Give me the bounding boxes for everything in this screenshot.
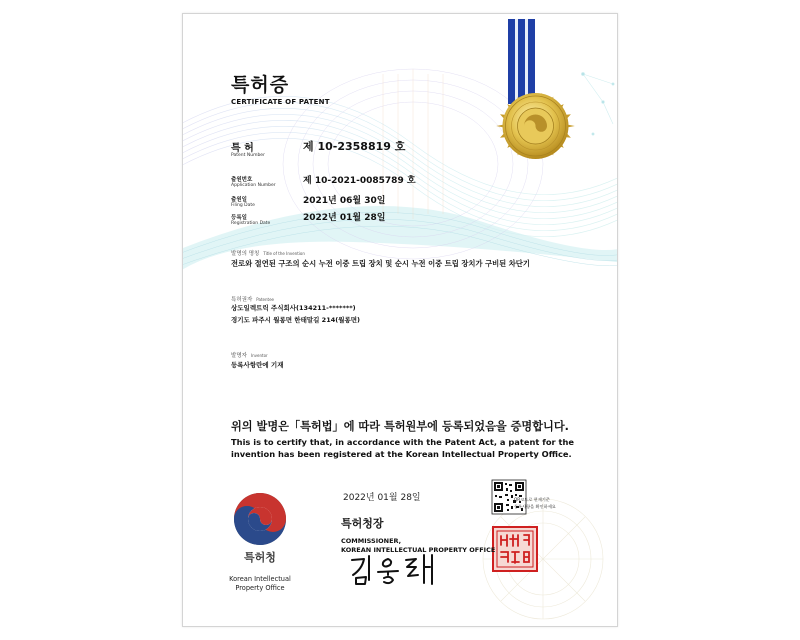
patent-number-label: 특 허 [231, 143, 254, 154]
application-number-label-en: Application Number [231, 183, 276, 188]
patentee-address: 경기도 파주시 월롱면 한태말길 214(월롱면) [231, 316, 361, 324]
invention-title-label [231, 249, 305, 257]
issue-date: 2022년 01월 28일 [343, 493, 421, 503]
invention-title-label-en: Title of the Invention [263, 251, 305, 256]
ribbon [508, 19, 535, 104]
qr-note-line1: QR코드로 현재기준 [514, 497, 550, 502]
certificate-title-en: CERTIFICATE OF PATENT [231, 98, 330, 106]
registration-date-label-en: Registration Date [231, 221, 271, 226]
office-name-en: Korean Intellectual Property Office [229, 575, 291, 592]
filing-date-value: 2021년 06월 30일 [303, 196, 386, 206]
qr-note-line2: 등록사항을 확인하세요 [514, 504, 556, 509]
invention-title-label-ko: 발명의 명칭 [231, 251, 260, 257]
invention-title-value: 전로와 절연된 구조의 순시 누전 이중 트립 장치 및 순시 누전 이중 트립 장치가 구비된 차단기 [231, 259, 530, 268]
patent-certificate [182, 13, 618, 627]
certification-statement-ko: 위의 발명은「특허법」에 따라 특허원부에 등록되었음을 증명합니다. [231, 420, 569, 433]
filing-date-label-en: Filing Date [231, 203, 255, 208]
certification-statement-en-line2: invention has been registered at the Korean Intellectual Property Office. [231, 449, 572, 459]
application-number-label: 출원번호 [231, 177, 253, 183]
inventor-value: 등록사항란에 기재 [231, 361, 284, 369]
commissioner-en-line1: COMMISSIONER, [341, 537, 402, 545]
commissioner-en-line2: KOREAN INTELLECTUAL PROPERTY OFFICE [341, 546, 496, 554]
inventor-label-ko: 발명자 [231, 353, 247, 359]
application-number-value: 제 10-2021-0085789 호 [303, 176, 416, 186]
office-name: 특허청 [244, 551, 276, 564]
official-red-stamp [493, 527, 537, 571]
patent-number-label-en: Patent Number [231, 153, 265, 158]
qr-note [514, 496, 556, 510]
filing-date-label: 출원일 [231, 197, 247, 203]
patentee-name: 상도일렉트릭 주식회사(134211-*******) [231, 304, 356, 312]
commissioner-title: 특허청장 [341, 517, 384, 530]
patent-number-value: 제 10-2358819 호 [303, 140, 406, 153]
patentee-label-ko: 특허권자 [231, 297, 253, 303]
registration-date-value: 2022년 01월 28일 [303, 213, 386, 223]
patentee-label [231, 295, 274, 303]
inventor-label-en: Inventor [250, 353, 268, 358]
inventor-label [231, 351, 268, 359]
kipo-logo-icon [234, 493, 286, 545]
certification-statement-en-line1: This is to certify that, in accordance with the Patent Act, a patent for the [231, 437, 575, 447]
certificate-title: 특허증 [231, 74, 290, 96]
commissioner-signature [348, 553, 448, 587]
gold-seal [496, 93, 575, 159]
registration-date-label: 등록일 [231, 215, 247, 221]
patentee-label-en: Patentee [256, 297, 275, 302]
